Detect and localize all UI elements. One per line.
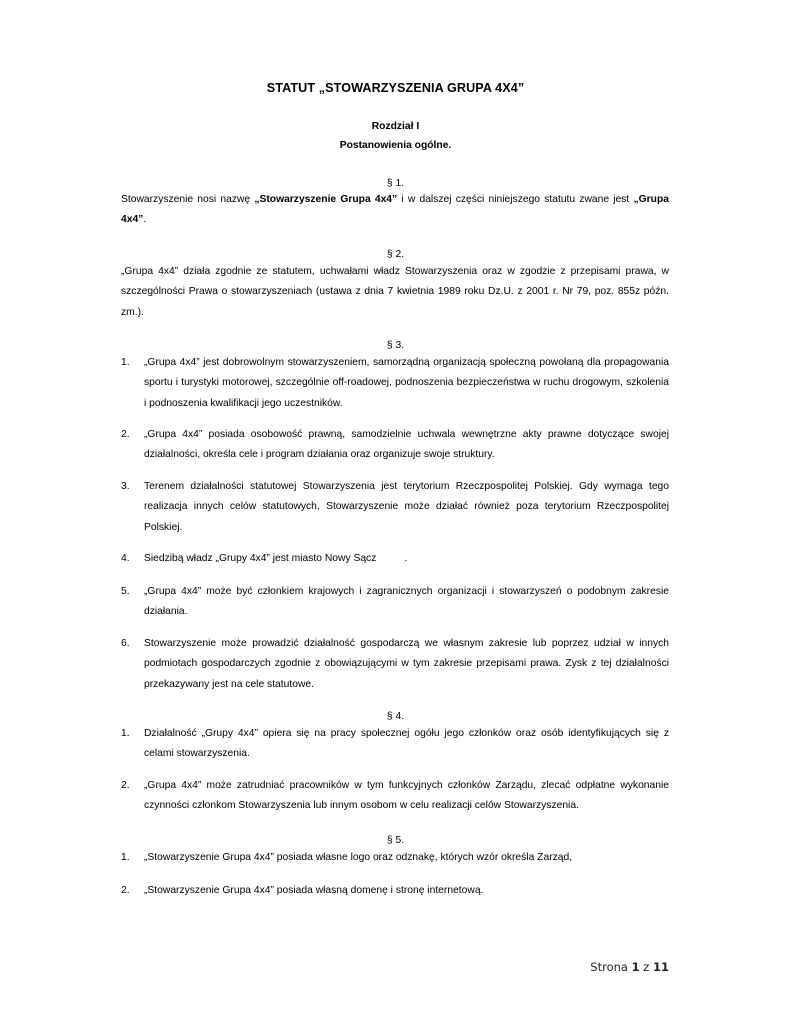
list-number: 1. xyxy=(121,852,130,863)
list-item xyxy=(121,724,669,765)
section-mark-3: § 3. xyxy=(386,340,405,351)
page-number xyxy=(590,960,669,974)
page-of: z xyxy=(643,960,650,974)
total-pages: 11 xyxy=(652,960,669,974)
list-text: „Grupa 4x4” może być członkiem krajowych i zagranicznych organizacji i stowarzyszeń o podobnym zakresie działania. xyxy=(144,586,669,618)
document-title: STATUT „STOWARZYSZENIA GRUPA 4X4” xyxy=(266,81,525,95)
list-text: Działalność „Grupy 4x4” opiera się na pracy społecznej ogółu jego członków oraz osób identyfikujących się z celami stowarzyszenia. xyxy=(144,728,669,760)
list-text: Terenem działalności statutowej Stowarzyszenia jest terytorium Rzeczpospolitej Polskiej. Gdy wymaga tego realizacja innych celów statutowych, Stowarzyszenie może działać również poza terytorium Rzeczpospolitej Polskiej. xyxy=(144,481,669,533)
s1-bold-name: „Stowarzyszenie Grupa 4x4” xyxy=(254,194,398,205)
list-item xyxy=(121,353,669,414)
section-mark-2: § 2. xyxy=(386,249,405,260)
list-text-main: Siedzibą władz „Grupy 4x4” jest miasto Nowy Sącz xyxy=(144,553,377,564)
list-text xyxy=(144,549,669,569)
list-number: 5. xyxy=(121,586,130,597)
list-item xyxy=(121,477,669,538)
section-mark-4: § 4. xyxy=(386,711,405,722)
list-text-tail: . xyxy=(404,553,408,564)
list-number: 1. xyxy=(121,728,130,739)
section-2-text: „Grupa 4x4” działa zgodnie ze statutem, uchwałami władz Stowarzyszenia oraz w zgodzie z przepisami prawa, w szczególności Prawa o stowarzyszeniach (ustawa z dnia 7 kwietnia 1989 roku Dz.U. z 2001 r. Nr 79, poz. 855z późn. zm.). xyxy=(121,266,669,318)
list-number: 2. xyxy=(121,429,130,440)
list-text: „Grupa 4x4” posiada osobowość prawną, samodzielnie uchwala wewnętrzne akty prawne dotyczące swojej działalności, określa cele i program działania oraz organizuje swoje struktury. xyxy=(144,429,669,461)
section-mark-1: § 1. xyxy=(386,178,405,189)
section-mark-5: § 5. xyxy=(386,835,405,846)
s1-bold-short: „Grupa 4x4” xyxy=(121,194,669,226)
list-item xyxy=(121,549,669,569)
list-item xyxy=(121,776,669,817)
list-text: „Stowarzyszenie Grupa 4x4” posiada własne logo oraz odznakę, których wzór określa Zarząd, xyxy=(144,852,573,863)
list-number: 2. xyxy=(121,885,130,896)
list-text: „Grupa 4x4” jest dobrowolnym stowarzyszeniem, samorządną organizacją społeczną powołaną dla propagowania sportu i turystyki motorowej, szczególnie off-roadowej, podnoszenia bezpieczeństwa w ruchu drogowym, szkolenia i podnoszenia kwalifikacji jego uczestników. xyxy=(144,357,669,409)
s1-text-b: i w dalszej części niniejszego statutu zwane jest xyxy=(397,194,634,205)
s1-text-c: . xyxy=(143,214,147,226)
list-number: 2. xyxy=(121,780,130,791)
list-item xyxy=(121,425,669,466)
page-label: Strona xyxy=(590,960,628,974)
list-number: 1. xyxy=(121,357,130,368)
list-text: „Stowarzyszenie Grupa 4x4” posiada własną domenę i stronę internetową. xyxy=(144,885,484,896)
list-number: 3. xyxy=(121,481,130,492)
list-item xyxy=(121,881,669,901)
current-page: 1 xyxy=(631,960,640,974)
list-number: 6. xyxy=(121,638,130,649)
chapter-label: Rozdział I xyxy=(371,121,420,132)
s1-text-a: Stowarzyszenie nosi nazwę xyxy=(121,194,255,205)
list-item xyxy=(121,582,669,623)
list-item xyxy=(121,634,669,695)
section-1-text xyxy=(121,190,669,231)
list-text: „Grupa 4x4” może zatrudniać pracowników w tym funkcyjnych członków Zarządu, zlecać odpłatne wykonanie czynności członkom Stowarzyszenia lub innym osobom w celu realizacji celów Stowarzyszenia. xyxy=(144,780,669,812)
list-item xyxy=(121,848,669,868)
chapter-subtitle: Postanowienia ogólne. xyxy=(339,140,452,151)
list-number: 4. xyxy=(121,553,130,564)
list-text: Stowarzyszenie może prowadzić działalność gospodarczą we własnym zakresie lub poprzez udział w innych podmiotach gospodarczych zgodnie z obowiązującymi w tym zakresie przepisami prawa. Zysk z tej działalności przekazywany jest na cele statutowe. xyxy=(144,638,669,690)
